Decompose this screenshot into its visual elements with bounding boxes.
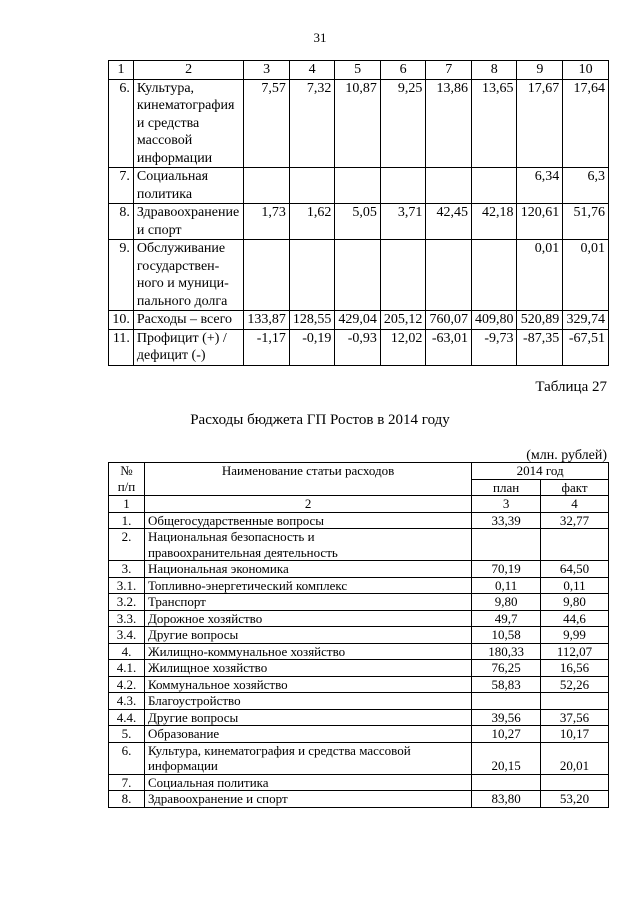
row-number: 11.: [109, 329, 134, 365]
fact-cell: 112,07: [541, 643, 609, 660]
value-cell: 42,45: [426, 204, 472, 240]
header-year: 2014 год: [472, 463, 609, 480]
row-name: Здравоохранение и спорт: [133, 204, 243, 240]
value-cell: -63,01: [426, 329, 472, 365]
row-name: Другие вопросы: [144, 627, 471, 644]
value-cell: 17,67: [517, 79, 563, 168]
row-name: Здравоохранение и спорт: [144, 791, 471, 808]
row-number: 4.: [109, 643, 145, 660]
header-cell: 6: [380, 61, 426, 80]
fact-cell: 0,11: [541, 577, 609, 594]
table-row: [109, 610, 609, 627]
row-number: 3.4.: [109, 627, 145, 644]
index-row: [109, 496, 609, 513]
header-cell: 1: [109, 61, 134, 80]
value-cell: [289, 168, 335, 204]
plan-cell: 83,80: [472, 791, 541, 808]
plan-cell: 33,39: [472, 512, 541, 529]
row-number: 4.4.: [109, 709, 145, 726]
table-row: [109, 311, 609, 330]
row-number: 3.: [109, 561, 145, 578]
value-cell: 42,18: [471, 204, 517, 240]
row-name: Общегосударственные вопросы: [144, 512, 471, 529]
value-cell: 429,04: [335, 311, 381, 330]
row-name: Коммунальное хозяйство: [144, 676, 471, 693]
value-cell: 5,05: [335, 204, 381, 240]
row-number: 3.1.: [109, 577, 145, 594]
row-number: 1.: [109, 512, 145, 529]
value-cell: 133,87: [244, 311, 290, 330]
row-name: Транспорт: [144, 594, 471, 611]
fact-cell: 16,56: [541, 660, 609, 677]
expenses-table: [108, 462, 609, 808]
value-cell: [244, 168, 290, 204]
fact-cell: 20,01: [541, 742, 609, 774]
table-title: Расходы бюджета ГП Ростов в 2014 году: [190, 412, 450, 428]
row-number: 4.1.: [109, 660, 145, 677]
table-row: [109, 329, 609, 365]
value-cell: [380, 240, 426, 311]
value-cell: [426, 168, 472, 204]
value-cell: 13,86: [426, 79, 472, 168]
fact-cell: 52,26: [541, 676, 609, 693]
row-name: Жилищное хозяйство: [144, 660, 471, 677]
header-row: [109, 463, 609, 480]
table-row: [109, 627, 609, 644]
plan-cell: [472, 774, 541, 791]
value-cell: 17,64: [563, 79, 609, 168]
plan-cell: 0,11: [472, 577, 541, 594]
value-cell: -0,19: [289, 329, 335, 365]
table-row: [109, 561, 609, 578]
value-cell: [289, 240, 335, 311]
value-cell: [244, 240, 290, 311]
row-number: 8.: [109, 791, 145, 808]
value-cell: [471, 168, 517, 204]
row-number: 6.: [109, 742, 145, 774]
row-name: Национальная экономика: [144, 561, 471, 578]
value-cell: 7,32: [289, 79, 335, 168]
row-name: Культура, кинематография и средства массовой информации: [144, 742, 471, 774]
fact-cell: 32,77: [541, 512, 609, 529]
row-name: Культура, кинематография и средства массовой информации: [133, 79, 243, 168]
value-cell: 1,73: [244, 204, 290, 240]
value-cell: 0,01: [563, 240, 609, 311]
row-name: Образование: [144, 726, 471, 743]
fact-cell: [541, 529, 609, 561]
value-cell: 120,61: [517, 204, 563, 240]
header-name: Наименование статьи расходов: [144, 463, 471, 496]
value-cell: 0,01: [517, 240, 563, 311]
fact-cell: 9,80: [541, 594, 609, 611]
page-number: 31: [313, 30, 327, 45]
value-cell: 520,89: [517, 311, 563, 330]
fact-cell: 64,50: [541, 561, 609, 578]
table-row: [109, 791, 609, 808]
row-number: 6.: [109, 79, 134, 168]
value-cell: [426, 240, 472, 311]
value-cell: 205,12: [380, 311, 426, 330]
value-cell: 12,02: [380, 329, 426, 365]
fact-cell: 44,6: [541, 610, 609, 627]
row-name: Социальная политика: [144, 774, 471, 791]
fact-cell: 37,56: [541, 709, 609, 726]
plan-cell: 76,25: [472, 660, 541, 677]
table-row: [109, 577, 609, 594]
table-row: [109, 643, 609, 660]
plan-cell: 180,33: [472, 643, 541, 660]
value-cell: -87,35: [517, 329, 563, 365]
header-cell: 5: [335, 61, 381, 80]
row-name: Благоустройство: [144, 693, 471, 710]
table-row: [109, 512, 609, 529]
value-cell: 329,74: [563, 311, 609, 330]
index-cell: 4: [541, 496, 609, 513]
table-row: [109, 79, 609, 168]
row-number: 7.: [109, 168, 134, 204]
row-name: Национальная безопасность и правоохранительная деятельность: [144, 529, 471, 561]
plan-cell: 10,58: [472, 627, 541, 644]
value-cell: -1,17: [244, 329, 290, 365]
header-cell: 8: [471, 61, 517, 80]
plan-cell: 39,56: [472, 709, 541, 726]
row-number: 7.: [109, 774, 145, 791]
value-cell: 9,25: [380, 79, 426, 168]
header-cell: 2: [133, 61, 243, 80]
row-number: 8.: [109, 204, 134, 240]
header-plan: план: [472, 479, 541, 496]
value-cell: 3,71: [380, 204, 426, 240]
row-name: Жилищно-коммунальное хозяйство: [144, 643, 471, 660]
table-row: [109, 660, 609, 677]
table-row: [109, 594, 609, 611]
header-cell: 9: [517, 61, 563, 80]
plan-cell: 49,7: [472, 610, 541, 627]
header-cell: 7: [426, 61, 472, 80]
value-cell: 760,07: [426, 311, 472, 330]
row-number: 9.: [109, 240, 134, 311]
fact-cell: 10,17: [541, 726, 609, 743]
index-cell: 3: [472, 496, 541, 513]
row-name: Другие вопросы: [144, 709, 471, 726]
value-cell: 6,34: [517, 168, 563, 204]
row-name: Дорожное хозяйство: [144, 610, 471, 627]
units-note: (млн. рублей): [526, 448, 607, 463]
plan-cell: [472, 693, 541, 710]
value-cell: -0,93: [335, 329, 381, 365]
value-cell: 409,80: [471, 311, 517, 330]
value-cell: -67,51: [563, 329, 609, 365]
row-number: 4.3.: [109, 693, 145, 710]
plan-cell: 9,80: [472, 594, 541, 611]
value-cell: 13,65: [471, 79, 517, 168]
row-number: 3.3.: [109, 610, 145, 627]
header-cell: 4: [289, 61, 335, 80]
header-row: [109, 61, 609, 80]
row-number: 10.: [109, 311, 134, 330]
fact-cell: 9,99: [541, 627, 609, 644]
header-fact: факт: [541, 479, 609, 496]
table-row: [109, 709, 609, 726]
table-row: [109, 676, 609, 693]
row-name: Профицит (+) / дефицит (-): [133, 329, 243, 365]
budget-table-continued: [108, 60, 609, 366]
value-cell: 51,76: [563, 204, 609, 240]
plan-cell: 20,15: [472, 742, 541, 774]
value-cell: -9,73: [471, 329, 517, 365]
plan-cell: 70,19: [472, 561, 541, 578]
fact-cell: [541, 774, 609, 791]
table-row: [109, 240, 609, 311]
fact-cell: [541, 693, 609, 710]
fact-cell: 53,20: [541, 791, 609, 808]
value-cell: 128,55: [289, 311, 335, 330]
plan-cell: [472, 529, 541, 561]
table-row: [109, 529, 609, 561]
value-cell: 6,3: [563, 168, 609, 204]
value-cell: [471, 240, 517, 311]
plan-cell: 10,27: [472, 726, 541, 743]
value-cell: 7,57: [244, 79, 290, 168]
index-cell: 1: [109, 496, 145, 513]
plan-cell: 58,83: [472, 676, 541, 693]
row-number: 3.2.: [109, 594, 145, 611]
header-cell: 3: [244, 61, 290, 80]
header-cell: 10: [563, 61, 609, 80]
row-number: 2.: [109, 529, 145, 561]
row-number: 5.: [109, 726, 145, 743]
value-cell: 10,87: [335, 79, 381, 168]
row-name: Социальная политика: [133, 168, 243, 204]
table-row: [109, 774, 609, 791]
row-name: Расходы – всего: [133, 311, 243, 330]
value-cell: [335, 240, 381, 311]
value-cell: 1,62: [289, 204, 335, 240]
table-row: [109, 693, 609, 710]
value-cell: [335, 168, 381, 204]
index-cell: 2: [144, 496, 471, 513]
table-row: [109, 742, 609, 774]
row-name: Обслуживание государствен- ного и муници- пального долга: [133, 240, 243, 311]
table-row: [109, 168, 609, 204]
row-name: Топливно-энергетический комплекс: [144, 577, 471, 594]
table-row: [109, 726, 609, 743]
table-row: [109, 204, 609, 240]
value-cell: [380, 168, 426, 204]
table-caption: Таблица 27: [535, 379, 607, 395]
row-number: 4.2.: [109, 676, 145, 693]
header-num: № п/п: [109, 463, 145, 496]
